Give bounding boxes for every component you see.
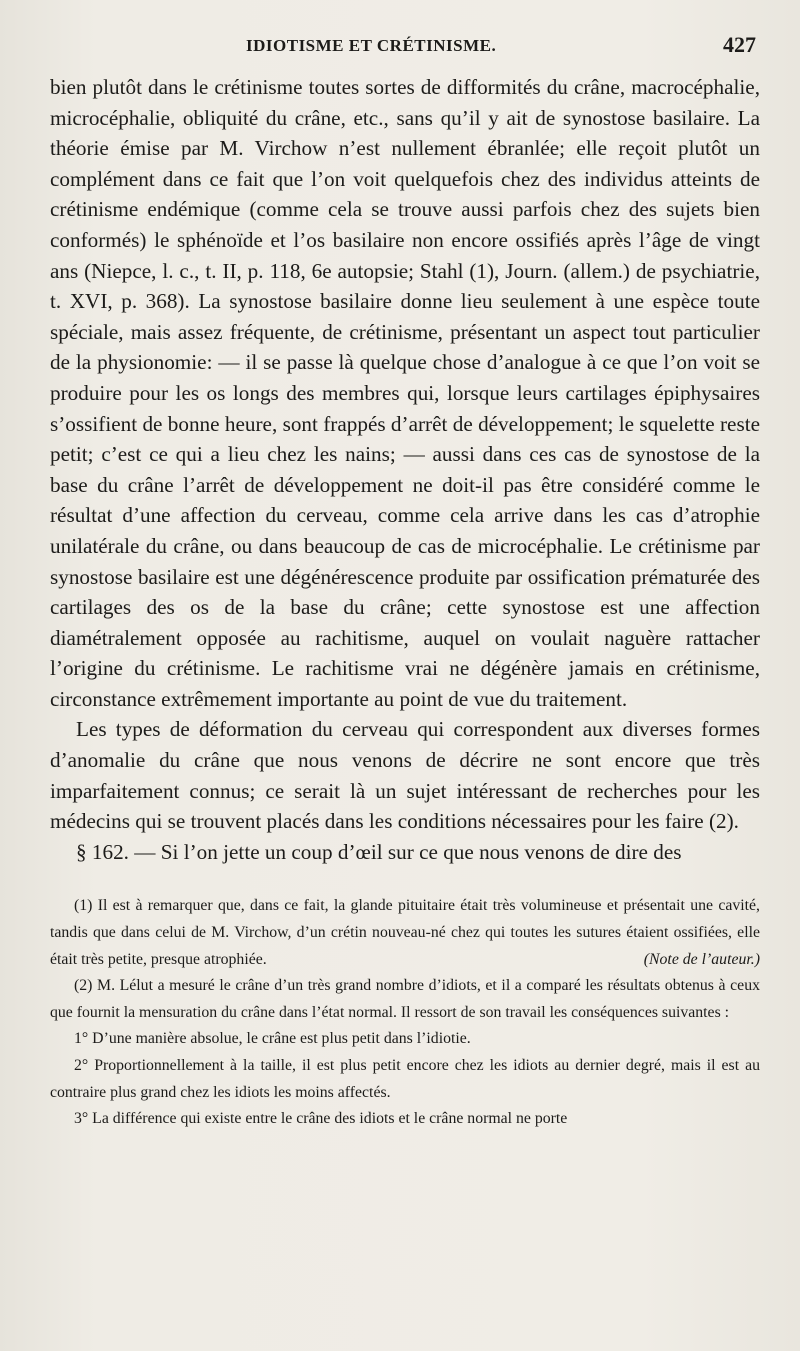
page-number: 427 <box>723 32 756 57</box>
paragraph-1: bien plutôt dans le crétinisme toutes sortes de difformités du crâne, macrocéphalie, microcéphalie, obliquité du crâne, etc., sans qu’il y ait de synostose basilaire. La théorie émise par M. Virchow n’est nullement ébranlée; elle reçoit plutôt un complément dans ce fait que l’on voit quelquefois chez des individus atteints de crétinisme endémique (comme cela se trouve aussi parfois chez des sujets bien conformés) le sphénoïde et l’os basilaire non encore ossifiés après l’âge de vingt ans (Niepce, l. c., t. II, p. 118, 6e autopsie; Stahl (1), Journ. (allem.) de psychiatrie, t. XVI, p. 368). La synostose basilaire donne lieu seulement à une espèce toute spéciale, mais assez fréquente, de crétinisme, présentant un aspect tout particulier de la physionomie: — il se passe là quelque chose d’analogue à ce que l’on voit se produire pour les os longs des membres qui, lorsque leurs cartilages épiphysaires s’ossifient de bonne heure, sont frappés d’arrêt de développement; le squelette reste petit; c’est ce qui a lieu chez les nains; — aussi dans ces cas de synostose de la base du crâne l’arrêt de développement ne doit-il pas être considéré comme le résultat d’une affection du cerveau, comme cela arrive dans les cas d’atrophie unilatérale du crâne, ou dans beaucoup de cas de microcéphalie. Le crétinisme par synostose basilaire est une dégénérescence produite par ossification prématurée des cartilages des os de la base du crâne; cette synostose est une affection diamétralement opposée au rachitisme, auquel on voulait naguère rattacher l’origine du crétinisme. Le rachitisme vrai ne dégénère jamais en crétinisme, circonstance extrêmement importante au point de vue du traitement. <box>50 75 760 711</box>
paragraph-3: § 162. — Si l’on jette un coup d’œil sur ce que nous venons de dire des <box>76 839 682 864</box>
footnote-1-text: (1) Il est à remarquer que, dans ce fait, la glande pituitaire était très volumineuse et présentait une cavité, tandis que dans celui de M. Virchow, d’un crétin nouveau-né chez qui toutes les sutures étaient ossifiées, elle était très petite, presque atrophiée. <box>50 897 760 968</box>
footnote-1-note: (Note de l’auteur.) <box>643 950 760 968</box>
page-header <box>50 32 760 72</box>
footnote-2: (2) M. Lélut a mesuré le crâne d’un très grand nombre d’idiots, et il a comparé les résultats obtenus à ceux que fournit la mensuration du crâne dans l’état normal. Il ressort de son travail les conséquences suivantes : <box>50 977 760 1021</box>
running-head: IDIOTISME ET CRÉTINISME. <box>246 36 497 55</box>
footnote-2-item-2: 2° Proportionnellement à la taille, il est plus petit encore chez les idiots au dernier degré, mais il est au contraire plus grand chez les idiots les moins affectés. <box>50 1057 760 1101</box>
main-text <box>50 72 760 867</box>
paragraph-2: Les types de déformation du cerveau qui correspondent aux diverses formes d’anomalie du crâne que nous venons de décrire ne sont encore que très imparfaitement connus; ce serait là un sujet intéressant de recherches pour les médecins qui se trouvent placés dans les conditions nécessaires pour les faire (2). <box>50 717 760 834</box>
footnote-1 <box>50 893 760 973</box>
footnotes <box>50 893 760 1132</box>
footnote-2-item-1: 1° D’une manière absolue, le crâne est plus petit dans l’idiotie. <box>74 1030 471 1048</box>
footnote-2-item-3: 3° La différence qui existe entre le crâne des idiots et le crâne normal ne porte <box>74 1110 568 1128</box>
